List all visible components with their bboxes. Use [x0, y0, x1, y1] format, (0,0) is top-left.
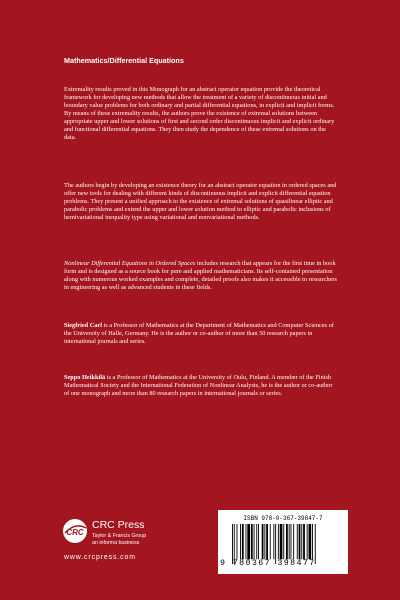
barcode-bar: [270, 524, 271, 559]
barcode-bar: [232, 524, 233, 564]
description-paragraph-2: The authors begin by developing an existence theory for an abstract operator equation in ordered spaces and offer new tools for dealing with different kinds of discontinuous implicit and explicit differential equation problems. They present a unified approach to the existence of extremal solutions of quasilinear elliptic and parabolic problems and extend the upper and lower solution method to elliptic and parabolic inclusions of hemivariational inequality type using variational and nonvariational methods.: [64, 182, 337, 222]
paragraph-3-text: includes research that appears for the first time in book form and is designed as a source book for pure and applied mathematicians. Its self-contained presentation along with numerous worked examples and complete, detailed proofs also makes it accessible to researchers in engineering as well as advanced students in these fields.: [64, 260, 337, 292]
barcode-bar: [262, 524, 264, 559]
barcode-bar: [283, 524, 284, 559]
barcode-bar: [312, 524, 313, 559]
subject-category: Mathematics/Differential Equations: [64, 56, 184, 65]
author-bio-carl: [64, 322, 338, 346]
crc-logo-icon: [62, 518, 88, 544]
barcode-bar: [247, 524, 250, 559]
barcode-bar: [275, 524, 276, 564]
barcode-bar: [273, 524, 274, 559]
barcode-bar: [251, 524, 253, 559]
barcode-bar: [301, 524, 302, 559]
barcode-bars: [232, 524, 340, 564]
book-title-inline: Nonlinear Differential Equations in Ordered Spaces: [64, 260, 196, 267]
author-bio-carl-text: is a Professor of Mathematics at the Department of Mathematics and Computer Sciences of the University of Halle, Germany. He is the author or co-author of more than 50 research papers in international journals and series.: [64, 322, 334, 346]
barcode-bar: [307, 524, 308, 559]
barcode-bar: [297, 524, 298, 559]
barcode-bar: [280, 524, 283, 559]
author-bio-heikkila-text: is a Professor of Mathematics at the University of Oulu, Finland. A member of the Finish Mathematical Society and the International Federation of Nonlinear Analysts, he is the author or co-author of one monograph and more than 80 research papers in international journals or series.: [64, 374, 333, 398]
barcode-bar: [242, 524, 244, 559]
barcode-bar: [278, 524, 279, 559]
logo-text: CRC: [66, 528, 84, 537]
isbn-label: ISBN 978-0-367-39847-7: [243, 515, 323, 522]
publisher-url: www.crcpress.com: [64, 554, 136, 561]
barcode-bar: [256, 524, 257, 559]
barcode-bar: [258, 524, 259, 559]
barcode-bar: [309, 524, 312, 559]
publisher-name: CRC Press: [92, 519, 145, 531]
description-paragraph-3: [64, 260, 338, 292]
barcode-number: 9 780367 398477: [220, 559, 316, 568]
description-paragraph-1: Extremality results proved in this Monograph for an abstract operator equation provide the theoretical framework for developing new methods that allow the treatment of a variety of discontinuous initial and boundary value problems for both ordinary and partial differential equations, in explicit and implicit forms. By means of these extremality results, the authors prove the existence of extremal solutions between appropriate upper and lower solutions of first and second order discontinuous implicit and explicit ordinary and functional differential equations. They then study the dependence of these extremal solutions on the data.: [64, 86, 335, 142]
barcode-bar: [289, 524, 290, 559]
barcode-panel: [218, 510, 348, 574]
author-name-heikkila: Seppo Heikkilä: [64, 374, 106, 381]
author-name-carl: Siegfried Carl: [64, 322, 102, 329]
barcode-bar: [299, 524, 301, 559]
barcode-bar: [286, 524, 288, 559]
publisher-group: Taylor & Francis Group: [92, 533, 147, 539]
barcode-bar: [303, 524, 305, 559]
barcode-bar: [234, 524, 235, 564]
barcode-bar: [266, 524, 268, 559]
barcode-bar: [264, 524, 265, 559]
publisher-block: [62, 514, 192, 574]
barcode-bar: [254, 524, 255, 559]
barcode-bar: [246, 524, 247, 559]
barcode-bar: [291, 524, 292, 559]
barcode-bar: [240, 524, 241, 559]
barcode-bar: [315, 524, 316, 564]
barcode-bar: [237, 524, 238, 559]
barcode-bar: [293, 524, 294, 559]
author-bio-heikkila: [64, 374, 338, 398]
publisher-tagline: an informa business: [92, 540, 140, 546]
